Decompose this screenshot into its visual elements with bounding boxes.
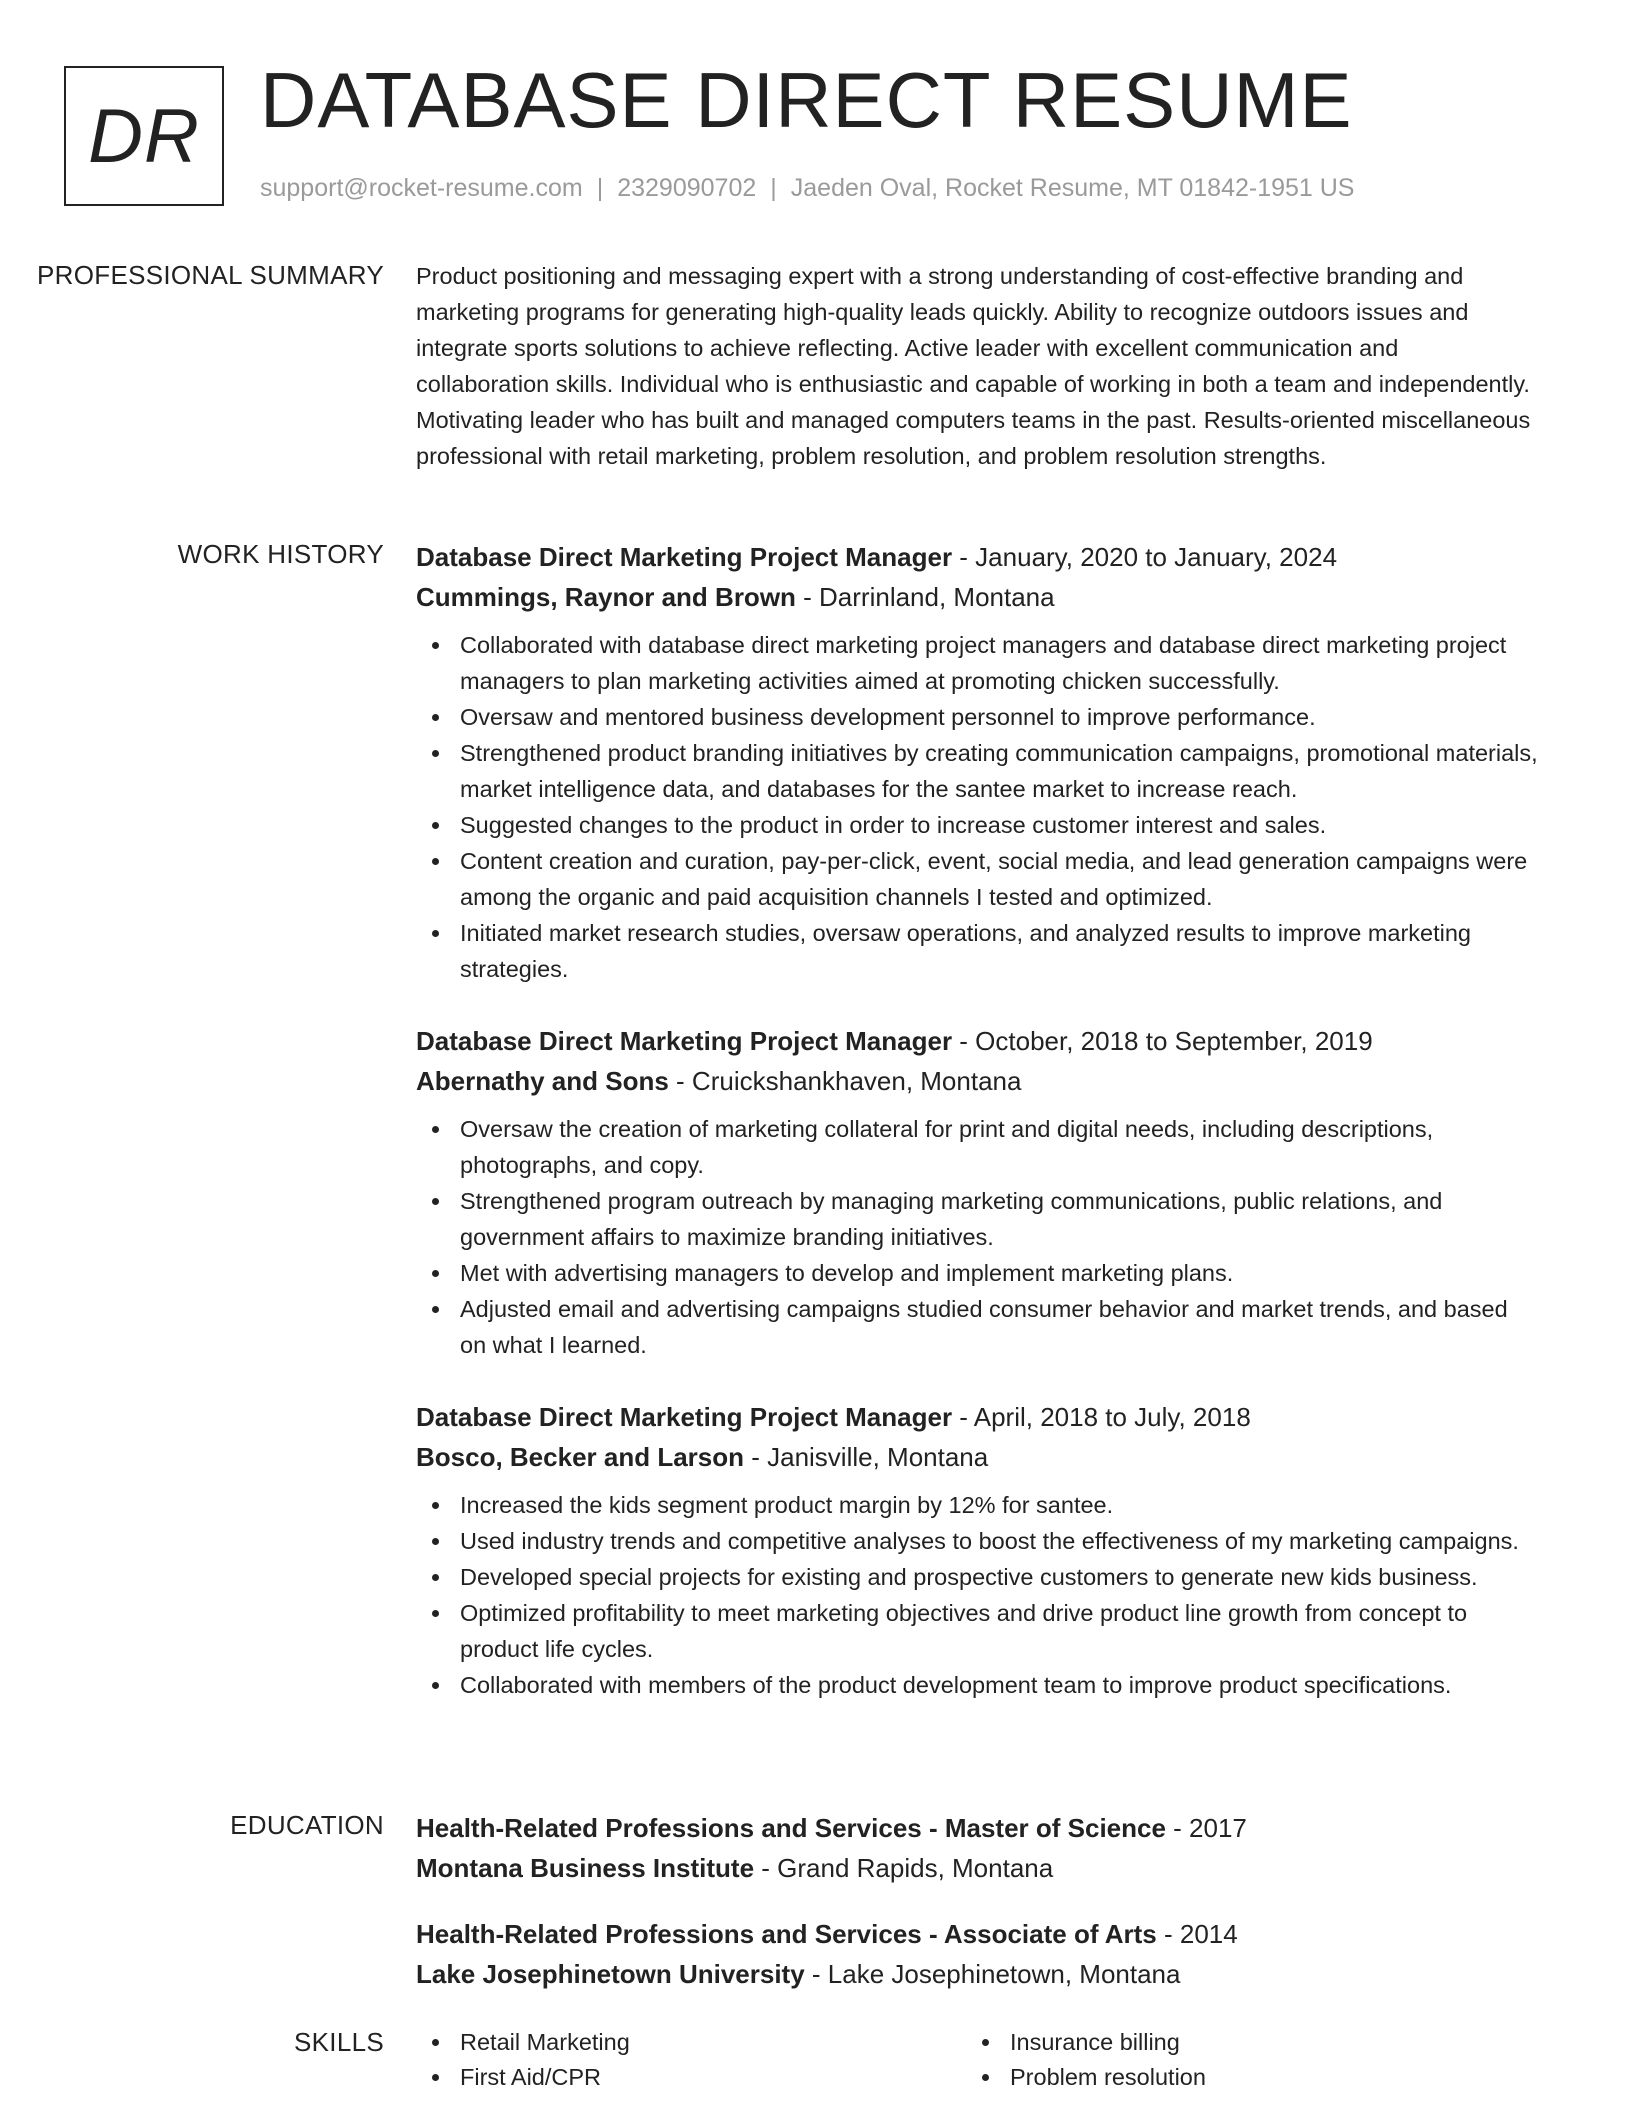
job-bullet: Strengthened product branding initiatives by creating communication campaigns, promotional materials, market intelligence data, and databases for the santee market to increase reach.: [416, 735, 1538, 807]
contact-separator: |: [596, 174, 604, 202]
education-section: [0, 1808, 1632, 2020]
job-bullet: Adjusted email and advertising campaigns studied consumer behavior and market trends, and based on what I learned.: [416, 1291, 1538, 1363]
work-history-section: [0, 537, 1632, 1737]
job-title-line: [416, 537, 1538, 577]
education-entry: [416, 1808, 1538, 1888]
job-bullet: Increased the kids segment product margin by 12% for santee.: [416, 1487, 1538, 1523]
job-bullets: [416, 627, 1538, 987]
education-location: - Lake Josephinetown, Montana: [804, 1959, 1181, 1989]
job-company: Cummings, Raynor and Brown: [416, 582, 796, 612]
skills-column-left: [416, 2025, 966, 2095]
education-location: - Grand Rapids, Montana: [754, 1853, 1054, 1883]
skill-item: First Aid/CPR: [416, 2060, 966, 2095]
contact-address: Jaeden Oval, Rocket Resume, MT 01842-1951 US: [790, 174, 1355, 202]
summary-text: Product positioning and messaging expert with a strong understanding of cost-effective branding and marketing programs for generating high-quality leads quickly. Ability to recognize outdoors issues and integrate sports solutions to achieve reflecting. Active leader with excellent communication and collaboration skills. Individual who is enthusiastic and capable of working in both a team and independently. Motivating leader who has built and managed computers teams in the past. Results-oriented miscellaneous professional with retail marketing, problem resolution, and problem resolution strengths.: [416, 263, 1531, 469]
skills-column-right: [966, 2025, 1516, 2095]
job-entry: [416, 1021, 1538, 1363]
job-bullets: [416, 1111, 1538, 1363]
job-location: - Cruickshankhaven, Montana: [668, 1066, 1022, 1096]
contact-email[interactable]: support@rocket-resume.com: [260, 174, 583, 202]
skill-item: Insurance billing: [966, 2025, 1516, 2060]
job-company: Bosco, Becker and Larson: [416, 1442, 744, 1472]
job-bullet: Strengthened program outreach by managing marketing communications, public relations, and government affairs to maximize branding initiatives.: [416, 1183, 1538, 1255]
education-entry: [416, 1914, 1538, 1994]
job-entry: [416, 1397, 1538, 1703]
job-bullet: Collaborated with members of the product development team to improve product specifications.: [416, 1667, 1538, 1703]
job-company-line: [416, 577, 1538, 617]
section-label-work-history: WORK HISTORY: [177, 539, 384, 569]
job-bullet: Initiated market research studies, oversaw operations, and analyzed results to improve marketing strategies.: [416, 915, 1538, 987]
education-school-line: [416, 1954, 1538, 1994]
contact-separator: |: [770, 174, 777, 202]
section-label-education: EDUCATION: [230, 1810, 384, 1840]
work-history-body: [416, 537, 1538, 1737]
education-school: Lake Josephinetown University: [416, 1959, 805, 1989]
skills-body: [416, 2025, 1538, 2095]
summary-body: [416, 258, 1538, 474]
job-company: Abernathy and Sons: [416, 1066, 669, 1096]
job-dates: - April, 2018 to July, 2018: [952, 1402, 1251, 1432]
job-title: Database Direct Marketing Project Manager: [416, 542, 953, 572]
education-year: - 2017: [1165, 1813, 1247, 1843]
job-title-line: [416, 1021, 1538, 1061]
skill-item: Retail Marketing: [416, 2025, 966, 2060]
job-bullet: Met with advertising managers to develop and implement marketing plans.: [416, 1255, 1538, 1291]
education-degree: Health-Related Professions and Services - Master of Science: [416, 1813, 1166, 1843]
job-bullet: Suggested changes to the product in order to increase customer interest and sales.: [416, 807, 1538, 843]
job-bullet: Oversaw and mentored business development personnel to improve performance.: [416, 699, 1538, 735]
monogram: DR: [64, 66, 224, 206]
education-degree: Health-Related Professions and Services - Associate of Arts: [416, 1919, 1157, 1949]
job-bullet: Collaborated with database direct marketing project managers and database direct marketing project managers to plan marketing activities aimed at promoting chicken successfully.: [416, 627, 1538, 699]
section-label-skills: SKILLS: [294, 2027, 384, 2057]
job-bullets: [416, 1487, 1538, 1703]
job-entry: [416, 537, 1538, 987]
section-label-summary: PROFESSIONAL SUMMARY: [37, 260, 384, 290]
education-degree-line: [416, 1914, 1538, 1954]
job-company-line: [416, 1437, 1538, 1477]
contact-line: [260, 174, 1355, 203]
job-bullet: Developed special projects for existing and prospective customers to generate new kids business.: [416, 1559, 1538, 1595]
job-dates: - January, 2020 to January, 2024: [952, 542, 1338, 572]
job-title: Database Direct Marketing Project Manager: [416, 1402, 953, 1432]
skill-item: Problem resolution: [966, 2060, 1516, 2095]
skills-grid: [416, 2025, 1538, 2095]
job-company-line: [416, 1061, 1538, 1101]
education-school: Montana Business Institute: [416, 1853, 755, 1883]
education-year: - 2014: [1156, 1919, 1238, 1949]
job-title-line: [416, 1397, 1538, 1437]
contact-phone[interactable]: 2329090702: [617, 174, 757, 202]
job-location: - Janisville, Montana: [744, 1442, 989, 1472]
education-school-line: [416, 1848, 1538, 1888]
summary-section: [0, 258, 1632, 474]
job-bullet: Content creation and curation, pay-per-click, event, social media, and lead generation campaigns were among the organic and paid acquisition channels I tested and optimized.: [416, 843, 1538, 915]
resume-name: DATABASE DIRECT RESUME: [260, 56, 1353, 144]
job-location: - Darrinland, Montana: [795, 582, 1055, 612]
job-dates: - October, 2018 to September, 2019: [952, 1026, 1373, 1056]
education-body: [416, 1808, 1538, 2020]
job-title: Database Direct Marketing Project Manager: [416, 1026, 953, 1056]
job-bullet: Oversaw the creation of marketing collateral for print and digital needs, including descriptions, photographs, and copy.: [416, 1111, 1538, 1183]
education-degree-line: [416, 1808, 1538, 1848]
job-bullet: Optimized profitability to meet marketing objectives and drive product line growth from concept to product life cycles.: [416, 1595, 1538, 1667]
job-bullet: Used industry trends and competitive analyses to boost the effectiveness of my marketing campaigns.: [416, 1523, 1538, 1559]
skills-section: [0, 2025, 1632, 2095]
